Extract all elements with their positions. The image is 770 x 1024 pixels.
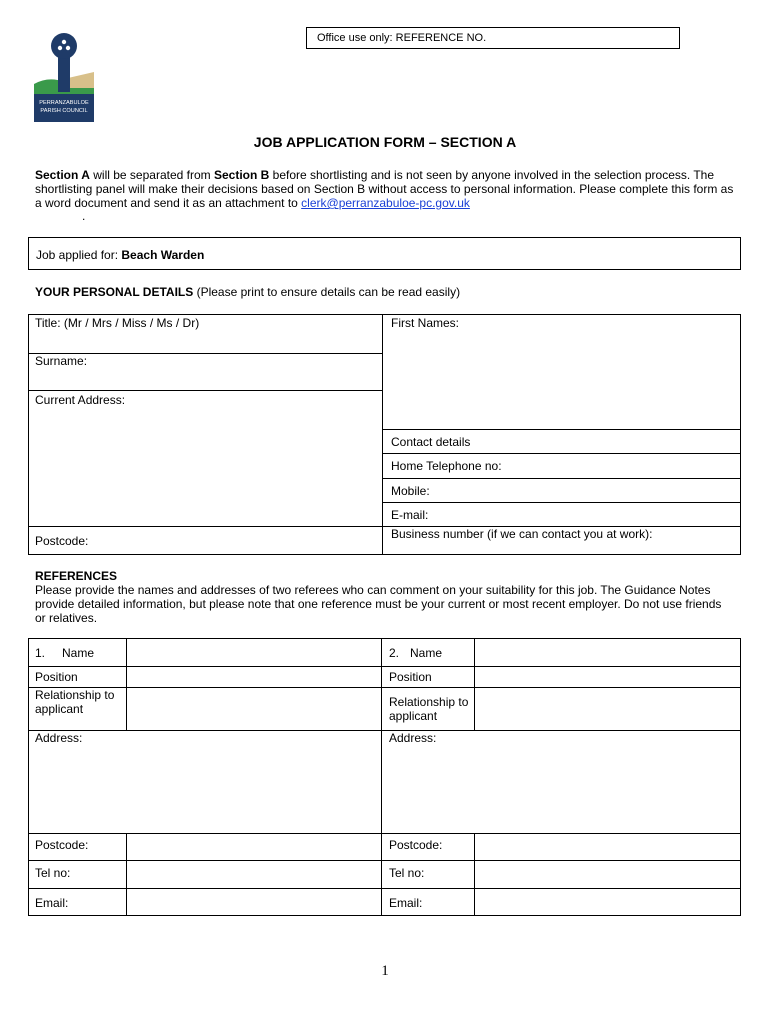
ref2-tel-label: Tel no: <box>389 866 425 880</box>
mobile-field[interactable]: Mobile: <box>391 484 430 498</box>
intro-section-a: Section A <box>35 168 90 182</box>
ref2-relationship-input[interactable] <box>476 689 740 729</box>
ref2-address-field[interactable]: Address: <box>389 731 437 745</box>
ref1-name-input[interactable] <box>128 640 380 665</box>
title-field[interactable]: Title: (Mr / Mrs / Miss / Ms / Dr) <box>35 316 200 330</box>
ref1-relationship-input[interactable] <box>128 689 380 729</box>
ref1-position-label: Position <box>35 670 78 684</box>
intro-section-b: Section B <box>213 168 270 182</box>
ref2-relationship-label: Relationship to applicant <box>389 695 469 723</box>
job-label: Job applied for: <box>36 248 122 262</box>
ref1-number: 1. <box>35 646 46 660</box>
intro-dot: . <box>82 209 86 223</box>
ref1-address-field[interactable]: Address: <box>35 731 83 745</box>
job-applied-for-field[interactable] <box>28 237 741 270</box>
personal-heading-note: (Please print to ensure details can be read easily) <box>193 285 461 299</box>
ref2-number: 2. <box>389 646 400 660</box>
logo-text-line1: PERRANZABULOE <box>39 100 89 106</box>
ref2-email-label: Email: <box>389 896 423 910</box>
business-number-field[interactable]: Business number (if we can contact you at work): <box>391 527 653 541</box>
references-text: Please provide the names and addresses of two referees who can comment on your suitability for this job. The Guidance Notes provide detailed information, but please note that one reference must be your current or most recent employer. Do not use friends or relatives. <box>35 583 722 625</box>
logo-text-line2: PARISH COUNCIL <box>40 108 88 114</box>
ref2-name-input[interactable] <box>476 640 740 665</box>
ref2-position-input[interactable] <box>476 668 740 686</box>
references-heading: REFERENCES <box>35 569 118 583</box>
personal-heading-bold: YOUR PERSONAL DETAILS <box>35 285 194 299</box>
job-value: Beach Warden <box>121 248 205 262</box>
ref1-tel-label: Tel no: <box>35 866 71 880</box>
ref1-relationship-label: Relationship to applicant <box>35 688 115 716</box>
ref1-name-label: Name <box>62 646 95 660</box>
intro-paragraph <box>35 168 735 210</box>
clerk-email-link[interactable]: clerk@perranzabuloe-pc.gov.uk <box>301 196 470 210</box>
office-use-reference-box[interactable] <box>306 27 680 49</box>
ref2-name-label: Name <box>410 646 443 660</box>
contact-details-label: Contact details <box>391 435 471 449</box>
postcode-field[interactable]: Postcode: <box>35 534 89 548</box>
current-address-field[interactable]: Current Address: <box>35 393 126 407</box>
ref1-position-input[interactable] <box>128 668 380 686</box>
first-names-field[interactable]: First Names: <box>391 316 460 330</box>
ref2-position-label: Position <box>389 670 432 684</box>
ref1-email-label: Email: <box>35 896 69 910</box>
home-telephone-field[interactable]: Home Telephone no: <box>391 459 502 473</box>
surname-field[interactable]: Surname: <box>35 354 88 368</box>
references-section <box>35 569 735 625</box>
parish-council-logo <box>34 32 94 122</box>
ref2-postcode-label: Postcode: <box>389 838 443 852</box>
personal-details-heading <box>35 285 460 299</box>
ref1-postcode-label: Postcode: <box>35 838 89 852</box>
office-use-label: Office use only: REFERENCE NO. <box>317 32 487 44</box>
page-number: 1 <box>381 963 389 979</box>
email-field[interactable]: E-mail: <box>391 508 429 522</box>
form-title: JOB APPLICATION FORM – SECTION A <box>253 134 517 150</box>
intro-text-2: before shortlisting and is not seen by anyone involved in the selection process. The shortlisting panel will make their decisions based on Section B without access to personal information. Please complete this form as a word document and send it as an attachment to <box>35 168 734 210</box>
intro-text-1: will be separated from <box>89 168 214 182</box>
personal-details-table <box>28 314 741 555</box>
